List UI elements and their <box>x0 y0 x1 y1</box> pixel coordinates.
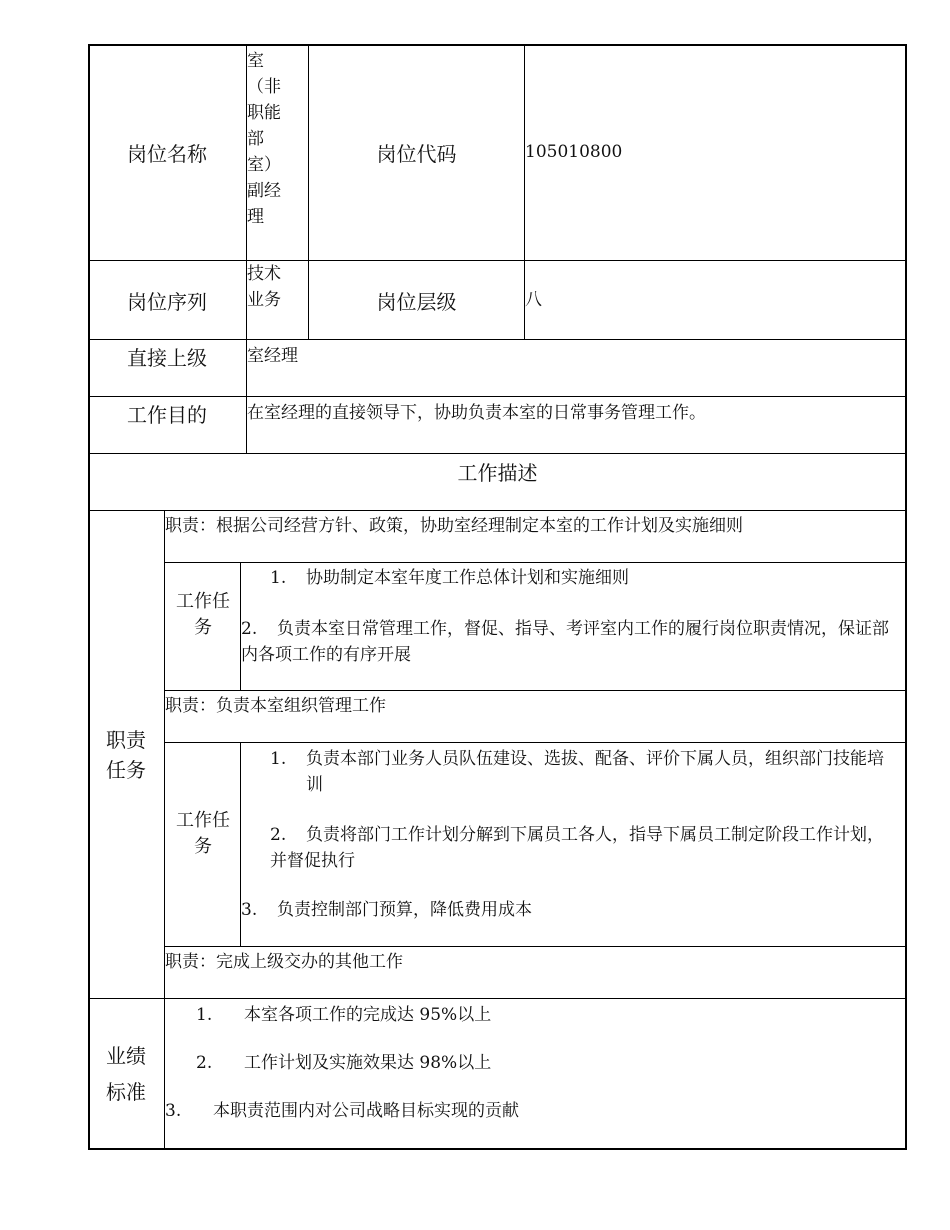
row-divider <box>164 946 907 947</box>
task-text: 协助制定本室年度工作总体计划和实施细则 <box>306 568 629 588</box>
task-number: 3. <box>241 900 258 920</box>
level-label: 岗位层级 <box>376 289 457 314</box>
duty-1-task-1 <box>270 565 900 591</box>
duty-1-task-2 <box>241 616 903 668</box>
row-divider <box>164 690 907 691</box>
task-text: 负责控制部门预算，降低费用成本 <box>277 900 532 920</box>
row-divider <box>88 510 907 511</box>
performance-item-2 <box>196 1050 896 1076</box>
description-title: 工作描述 <box>457 460 538 485</box>
task-number: 1. <box>270 749 287 769</box>
superior-value: 室经理 <box>247 346 298 366</box>
sequence-label: 岗位序列 <box>127 289 207 314</box>
performance-label: 业绩标准 <box>106 1044 146 1104</box>
job-description-table <box>88 44 907 1150</box>
task-number: 2. <box>241 619 258 639</box>
purpose-label: 工作目的 <box>127 402 207 427</box>
position-name-label: 岗位名称 <box>127 141 207 166</box>
duty-2: 职责：负责本室组织管理工作 <box>165 696 386 716</box>
item-text: 工作计划及实施效果达 98%以上 <box>244 1053 492 1073</box>
duty-2-task-1 <box>270 746 886 798</box>
position-name-value: 室（非职能部室）副经理 <box>247 51 281 227</box>
duty-1: 职责：根据公司经营方针、政策，协助室经理制定本室的工作计划及实施细则 <box>165 516 743 536</box>
row-divider <box>88 998 907 999</box>
task-text: 负责本部门业务人员队伍建设、选拔、配备、评价下属人员，组织部门技能培训 <box>306 749 884 795</box>
position-code-label: 岗位代码 <box>376 141 457 166</box>
border-bottom <box>88 1148 907 1150</box>
duty-1-task-label: 工作任务 <box>176 591 230 638</box>
duty-2-task-2 <box>270 822 886 874</box>
row-divider <box>88 396 907 397</box>
duty-3: 职责：完成上级交办的其他工作 <box>165 952 403 972</box>
level-value: 八 <box>525 290 542 310</box>
row-divider <box>164 742 907 743</box>
task-text: 负责将部门工作计划分解到下属员工各人，指导下属员工制定阶段工作计划，并督促执行 <box>270 825 884 871</box>
item-number: 3. <box>165 1101 182 1121</box>
item-text: 本室各项工作的完成达 95%以上 <box>244 1005 492 1025</box>
performance-item-1 <box>196 1002 896 1028</box>
duty-2-task-label: 工作任务 <box>176 810 230 857</box>
superior-label: 直接上级 <box>127 345 207 370</box>
sequence-value: 技术业务 <box>247 264 281 310</box>
col-divider <box>164 510 165 1150</box>
task-text: 负责本室日常管理工作，督促、指导、考评室内工作的履行岗位职责情况，保证部内各项工作的有序开展 <box>241 619 889 665</box>
border-right <box>905 44 907 1150</box>
position-code-value: 105010800 <box>525 142 623 162</box>
task-number: 1. <box>270 568 287 588</box>
purpose-value: 在室经理的直接领导下，协助负责本室的日常事务管理工作。 <box>247 403 706 423</box>
performance-item-3 <box>165 1098 895 1124</box>
row-divider <box>88 339 907 340</box>
task-number: 2. <box>270 825 287 845</box>
duty-2-task-3 <box>241 897 903 923</box>
row-divider <box>164 562 907 563</box>
item-number: 2. <box>196 1053 213 1073</box>
duties-label: 职责任务 <box>106 727 146 782</box>
item-number: 1. <box>196 1005 213 1025</box>
item-text: 本职责范围内对公司战略目标实现的贡献 <box>213 1101 519 1121</box>
